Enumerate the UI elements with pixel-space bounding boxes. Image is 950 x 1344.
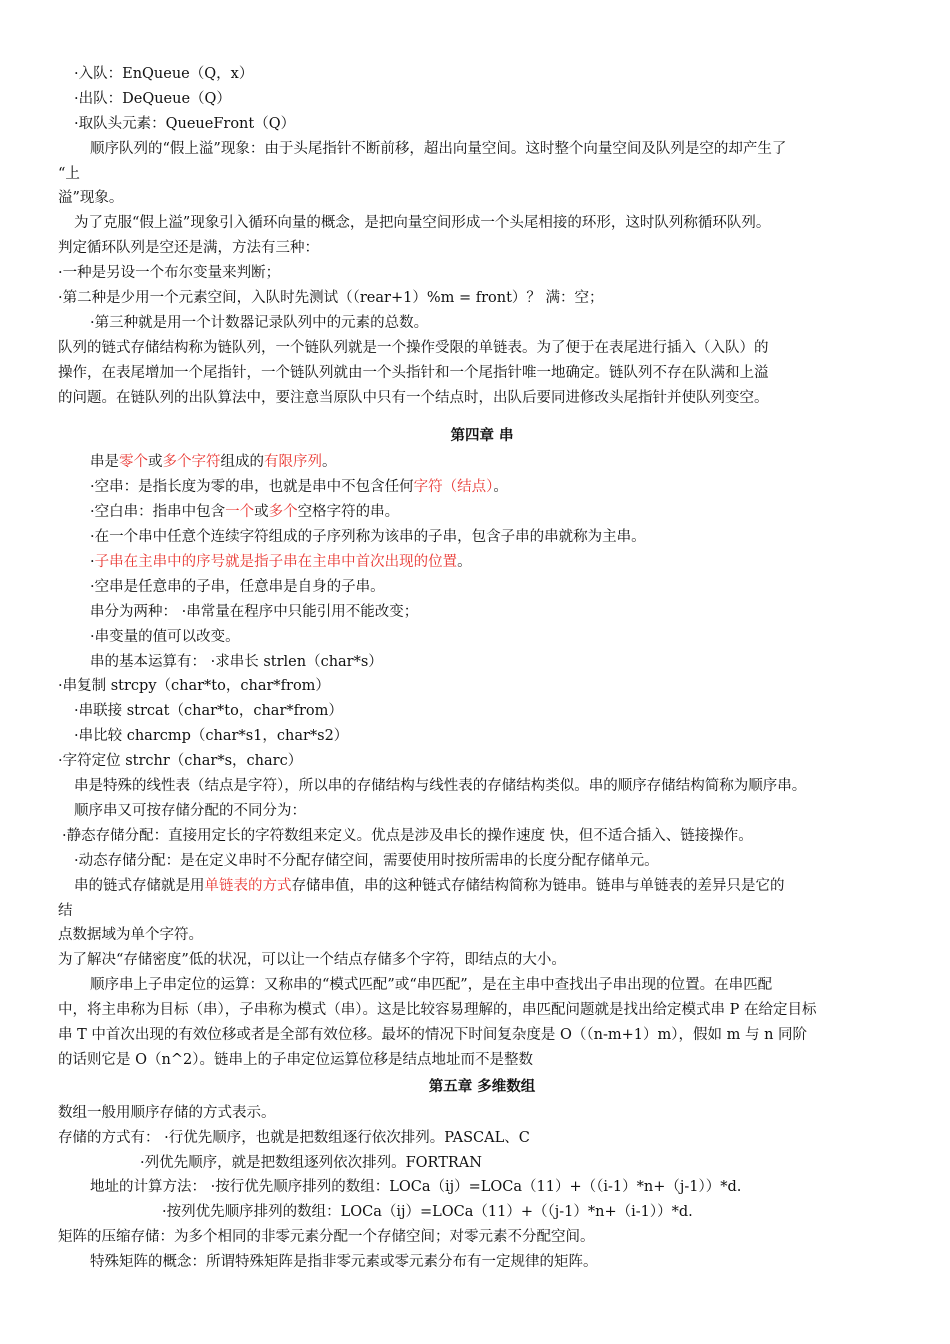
text-line (58, 1225, 906, 1250)
text-segment: ·空串是任意串的子串，任意串是自身的子串。 (90, 578, 385, 595)
text-segment: ·入队：EnQueue（Q，x） (74, 66, 254, 82)
chapter5-body (58, 1101, 906, 1275)
section-gap (58, 410, 906, 422)
text-segment: ·出队：DeQueue（Q） (74, 90, 231, 107)
text-line (58, 1200, 906, 1225)
text-line (58, 799, 906, 824)
text-segment: 或 (254, 504, 269, 521)
text-segment: ·空串：是指长度为零的串，也就是串中不包含任何 (90, 479, 414, 496)
text-segment: 串是 (90, 454, 119, 471)
text-segment: ·静态存储分配：直接用定长的字符数组来定义。优点是涉及串长的操作速度 快，但不适合插入、链接操作。 (62, 827, 753, 844)
text-line (58, 137, 906, 162)
document-page (58, 62, 906, 1275)
text-line (58, 923, 906, 948)
text-segment: 顺序串上子串定位的运算：又称串的“模式匹配”或“串匹配”，是在主串中查找出子串出现的位置。在串匹配 (90, 977, 773, 994)
text-line (58, 973, 906, 998)
text-line (58, 1048, 906, 1073)
text-line (58, 236, 906, 261)
text-line (58, 162, 906, 187)
text-line (58, 650, 906, 675)
text-line (58, 311, 906, 336)
text-line (58, 450, 906, 475)
text-segment: 或 (148, 454, 163, 471)
text-segment: ·字符定位 strchr（char*s，charc） (58, 753, 303, 770)
text-segment: ·动态存储分配：是在定义串时不分配存储空间，需要使用时按所需串的长度分配存储单元。 (74, 852, 659, 869)
text-segment: ·串联接 strcat（char*to，char*from） (74, 703, 343, 720)
text-segment: 串 T 中首次出现的有效位移或者是全部有效位移。最坏的情况下时间复杂度是 O（（n-m+1）m），假如 m 与 n 同阶 (58, 1026, 808, 1043)
text-line (58, 186, 906, 211)
text-line (58, 211, 906, 236)
text-segment: ·第三种就是用一个计数器记录队列中的元素的总数。 (90, 314, 429, 331)
text-line (58, 112, 906, 137)
text-line (58, 724, 906, 749)
text-line (58, 600, 906, 625)
text-line (58, 699, 906, 724)
text-segment: 点数据域为单个字符。 (58, 927, 203, 944)
highlighted-text: 零个 (119, 454, 148, 471)
text-line (58, 948, 906, 973)
text-segment: ·列优先顺序，就是把数组逐列依次排列。FORTRAN (140, 1154, 482, 1171)
text-segment: ·取队头元素：QueueFront（Q） (74, 115, 296, 132)
text-line (58, 87, 906, 112)
text-segment: 结 (58, 902, 73, 919)
text-line (58, 625, 906, 650)
text-line (58, 1175, 906, 1200)
text-line (58, 1023, 906, 1048)
text-line (58, 500, 906, 525)
text-line (58, 286, 906, 311)
text-segment: 顺序串又可按存储分配的不同分为： (74, 802, 306, 819)
text-segment: 串是特殊的线性表（结点是字符），所以串的存储结构与线性表的存储结构类似。串的顺序存储结构简称为顺序串。 (74, 778, 807, 795)
text-line (58, 824, 906, 849)
text-segment: 中，将主串称为目标（串），子串称为模式（串）。这是比较容易理解的，串匹配问题就是找出给定模式串 P 在给定目标 (58, 1002, 817, 1019)
text-line (58, 261, 906, 286)
text-segment: 串的基本运算有： ·求串长 strlen（char*s） (90, 653, 383, 670)
text-segment: 顺序队列的“假上溢”现象：由于头尾指针不断前移，超出向量空间。这时整个向量空间及队列是空的却产生了 (90, 140, 787, 157)
text-line (58, 336, 906, 361)
text-line (58, 874, 906, 899)
highlighted-text: 子串在主串中的序号就是指子串在主串中首次出现的位置 (94, 554, 458, 571)
text-line (58, 674, 906, 699)
text-segment: 溢”现象。 (58, 190, 124, 207)
text-line (58, 1101, 906, 1126)
text-line (58, 849, 906, 874)
text-line (58, 1151, 906, 1176)
text-segment: 数组一般用顺序存储的方式表示。 (58, 1104, 276, 1121)
chapter4-title: 第四章 串 (450, 428, 514, 445)
text-segment: ·一种是另设一个布尔变量来判断； (58, 265, 281, 282)
text-line (58, 475, 906, 500)
text-segment: 空格字符的串。 (297, 504, 400, 521)
highlighted-text: 字符（结点） (413, 479, 494, 496)
text-segment: 存储串值，串的这种链式存储结构简称为链串。链串与单链表的差异只是它的 (291, 877, 785, 894)
text-segment: ·第二种是少用一个元素空间，入队时先测试（（rear+1）%m = front）？ 满：空； (58, 290, 604, 307)
text-segment: 存储的方式有： ·行优先顺序，也就是把数组逐行依次排列。PASCAL、C (58, 1129, 530, 1146)
text-segment: ·按列优先顺序排列的数组：LOCa（ij）=LOCa（11）+（（j-1）*n+（i-1））*d. (162, 1204, 693, 1221)
text-segment: 组成的 (220, 454, 264, 471)
highlighted-text: 多个字符 (162, 454, 221, 471)
text-line (58, 62, 906, 87)
text-line (58, 525, 906, 550)
text-segment: ·串复制 strcpy（char*to，char*from） (58, 678, 330, 695)
text-line (58, 774, 906, 799)
text-segment: 地址的计算方法： ·按行优先顺序排列的数组：LOCa（ij）=LOCa（11）+（（i-1）*n+（j-1））*d. (90, 1179, 742, 1196)
text-segment: ·在一个串中任意个连续字符组成的子序列称为该串的子串，包含子串的串就称为主串。 (90, 529, 646, 546)
text-segment: 的话则它是 O（n^2）。链串上的子串定位运算位移是结点地址而不是整数 (58, 1051, 533, 1068)
text-segment: 判定循环队列是空还是满，方法有三种： (58, 240, 319, 257)
highlighted-text: 有限序列 (264, 454, 322, 471)
text-line (58, 386, 906, 411)
text-segment: “上 (58, 165, 80, 182)
text-segment: 操作，在表尾增加一个尾指针，一个链队列就由一个头指针和一个尾指针唯一地确定。链队列不存在队满和上溢 (58, 364, 769, 381)
highlighted-text: 多个 (268, 504, 298, 521)
text-segment: ·串比较 charcmp（char*s1，char*s2） (74, 728, 349, 745)
text-line (58, 575, 906, 600)
text-segment: 队列的链式存储结构称为链队列，一个链队列就是一个操作受限的单链表。为了便于在表尾进行插入（入队）的 (58, 339, 769, 356)
chapter5-title: 第五章 多维数组 (428, 1078, 536, 1095)
text-segment: 。 (493, 479, 508, 496)
queue-section (58, 62, 906, 410)
text-line (58, 1126, 906, 1151)
text-segment: ·串变量的值可以改变。 (90, 628, 240, 645)
text-segment: 矩阵的压缩存储：为多个相同的非零元素分配一个存储空间；对零元素不分配空间。 (58, 1229, 595, 1246)
highlighted-text: 单链表的方式 (204, 877, 292, 894)
highlighted-text: 一个 (225, 504, 255, 521)
text-line (58, 1250, 906, 1275)
text-line (58, 749, 906, 774)
text-segment: 特殊矩阵的概念：所谓特殊矩阵是指非零元素或零元素分布有一定规律的矩阵。 (90, 1254, 598, 1271)
text-line (58, 550, 906, 575)
text-line (58, 998, 906, 1023)
text-segment: 为了克服“假上溢”现象引入循环向量的概念，是把向量空间形成一个头尾相接的环形，这时队列称循环队列。 (74, 215, 771, 232)
text-segment: 。 (322, 454, 337, 471)
text-segment: 。 (457, 554, 472, 571)
text-segment: 串的链式存储就是用 (74, 877, 205, 894)
text-segment: ·空白串：指串中包含 (90, 504, 226, 521)
text-segment: 的问题。在链队列的出队算法中，要注意当原队中只有一个结点时，出队后要同进修改头尾指针并使队列变空。 (58, 389, 769, 406)
chapter4-body (58, 450, 906, 1072)
text-segment: · (90, 554, 95, 571)
text-segment: 为了解决“存储密度”低的状况，可以让一个结点存储多个字符，即结点的大小。 (58, 952, 566, 969)
text-line (58, 899, 906, 924)
text-line (58, 361, 906, 386)
text-segment: 串分为两种： ·串常量在程序中只能引用不能改变； (90, 603, 419, 620)
